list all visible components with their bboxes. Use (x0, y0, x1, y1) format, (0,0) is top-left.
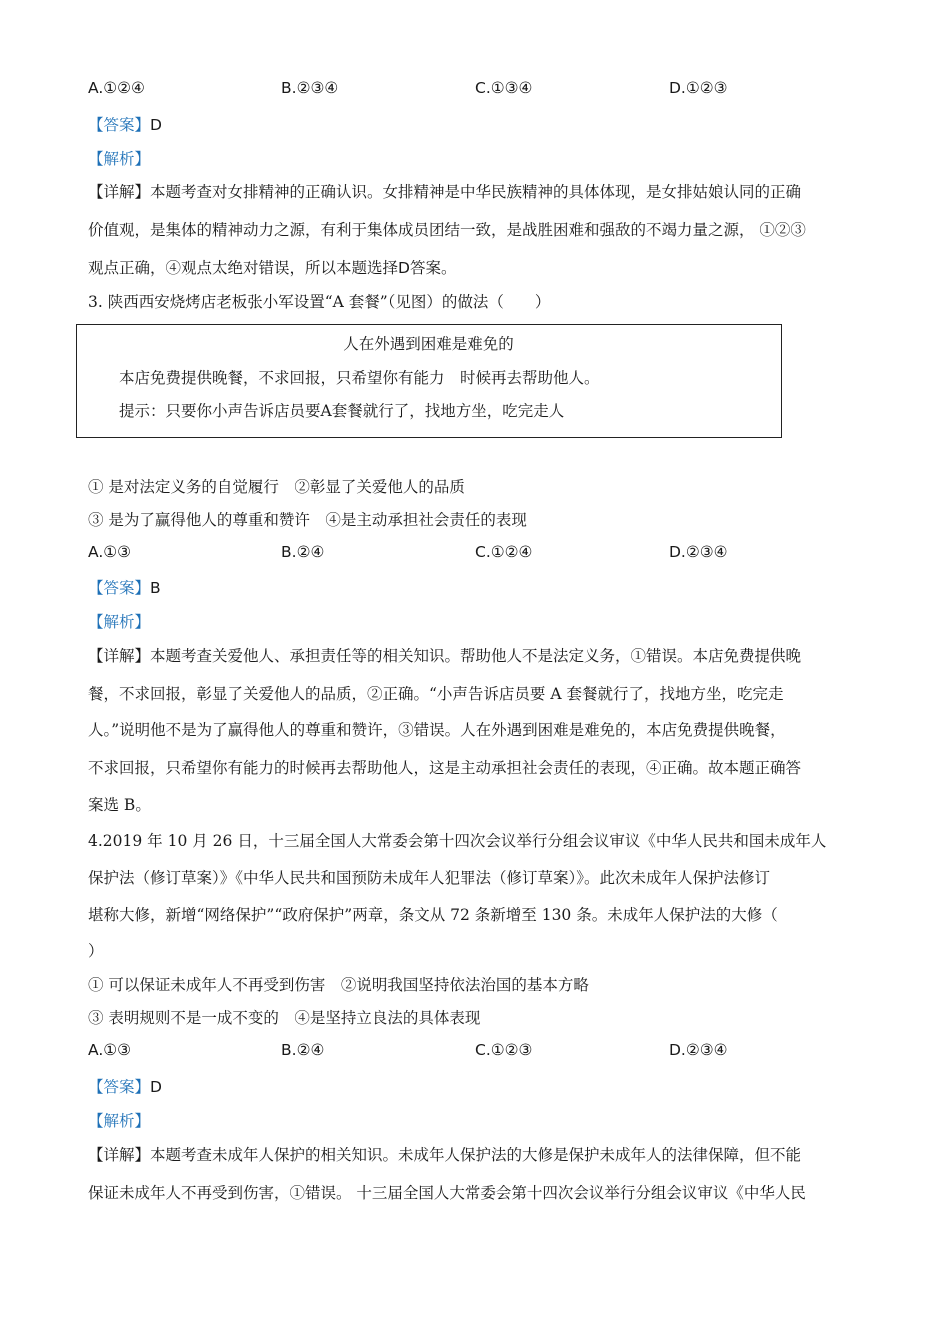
q3-detail-line-2: 餐，不求回报，彰显了关爱他人的品质，②正确。“小声告诉店员要 A 套餐就行了，找地方坐，吃完走 (88, 685, 784, 703)
q3-option-a: A.①③ (88, 543, 132, 561)
q3-option-d: D.②③④ (669, 543, 728, 561)
q4-analysis-tag: 【解析】 (88, 1112, 151, 1130)
q2-detail-line-3: 观点正确，④观点太绝对错误，所以本题选择D答案。 (88, 259, 457, 277)
q3-option-b: B.②④ (281, 543, 325, 561)
q2-option-d: D.①②③ (669, 79, 728, 97)
q4-statement-2: ③ 表明规则不是一成不变的 ④是坚持立良法的具体表现 (88, 1009, 481, 1027)
q4-detail-line-1: 【详解】本题考查未成年人保护的相关知识。未成年人保护法的大修是保护未成年人的法律保障，但不能 (88, 1146, 802, 1164)
q4-stem-line-3: 堪称大修，新增“网络保护”“政府保护”两章，条文从 72 条新增至 130 条。未成年人保护法的大修（ (88, 906, 778, 924)
q4-detail-line-2: 保证未成年人不再受到伤害，①错误。 十三届全国人大常委会第十四次会议举行分组会议审议《中华人民 (88, 1184, 806, 1202)
q4-option-b: B.②④ (281, 1041, 325, 1059)
q3-box-line-2: 提示：只要你小声告诉店员要A套餐就行了，找地方坐，吃完走人 (119, 402, 565, 420)
q4-option-c: C.①②③ (475, 1041, 533, 1059)
q3-option-c: C.①②④ (475, 543, 533, 561)
q4-option-d: D.②③④ (669, 1041, 728, 1059)
q3-answer: 【答案】B (88, 579, 161, 597)
q2-option-b: B.②③④ (281, 79, 339, 97)
q3-analysis-tag: 【解析】 (88, 613, 151, 631)
q3-detail-line-3: 人。”说明他不是为了赢得他人的尊重和赞许，③错误。人在外遇到困难是难免的，本店免费提供晚餐， (88, 721, 786, 739)
q2-detail-line-2: 价值观，是集体的精神动力之源，有利于集体成员团结一致，是战胜困难和强敌的不竭力量之源， ①②③ (88, 221, 806, 239)
q2-detail-line-1: 【详解】本题考查对女排精神的正确认识。女排精神是中华民族精神的具体体现，是女排姑娘认同的正确 (88, 183, 802, 201)
q3-statement-1: ① 是对法定义务的自觉履行 ②彰显了关爱他人的品质 (88, 478, 465, 496)
q2-analysis-tag: 【解析】 (88, 150, 151, 168)
q2-options (88, 79, 878, 101)
q3-box-line-1: 本店免费提供晚餐，不求回报，只希望你有能力 时候再去帮助他人。 (119, 369, 600, 387)
q4-answer: 【答案】D (88, 1078, 162, 1096)
q3-notice-box (76, 324, 782, 438)
q4-stem-line-4: ） (88, 942, 104, 960)
q3-detail-line-5: 案选 B。 (88, 796, 151, 814)
q3-options (88, 543, 878, 565)
q2-option-a: A.①②④ (88, 79, 145, 97)
q3-statement-2: ③ 是为了赢得他人的尊重和赞许 ④是主动承担社会责任的表现 (88, 511, 527, 529)
q2-answer: 【答案】D (88, 116, 162, 134)
q3-box-title: 人在外遇到困难是难免的 (343, 335, 514, 353)
q2-option-c: C.①③④ (475, 79, 533, 97)
q3-detail-line-1: 【详解】本题考查关爱他人、承担责任等的相关知识。帮助他人不是法定义务，①错误。本店免费提供晚 (88, 647, 802, 665)
q3-detail-line-4: 不求回报，只希望你有能力的时候再去帮助他人，这是主动承担社会责任的表现，④正确。故本题正确答 (88, 759, 802, 777)
q4-stem-line-1: 4.2019 年 10 月 26 日，十三届全国人大常委会第十四次会议举行分组会议审议《中华人民共和国未成年人 (88, 832, 827, 850)
q3-stem: 3. 陕西西安烧烤店老板张小军设置“A 套餐”（见图）的做法（ ） (88, 293, 551, 311)
q4-option-a: A.①③ (88, 1041, 132, 1059)
q4-statement-1: ① 可以保证未成年人不再受到伤害 ②说明我国坚持依法治国的基本方略 (88, 976, 589, 994)
q4-stem-line-2: 保护法（修订草案）》《中华人民共和国预防未成年人犯罪法（修订草案）》。此次未成年人保护法修订 (88, 869, 771, 887)
q4-options (88, 1041, 878, 1063)
